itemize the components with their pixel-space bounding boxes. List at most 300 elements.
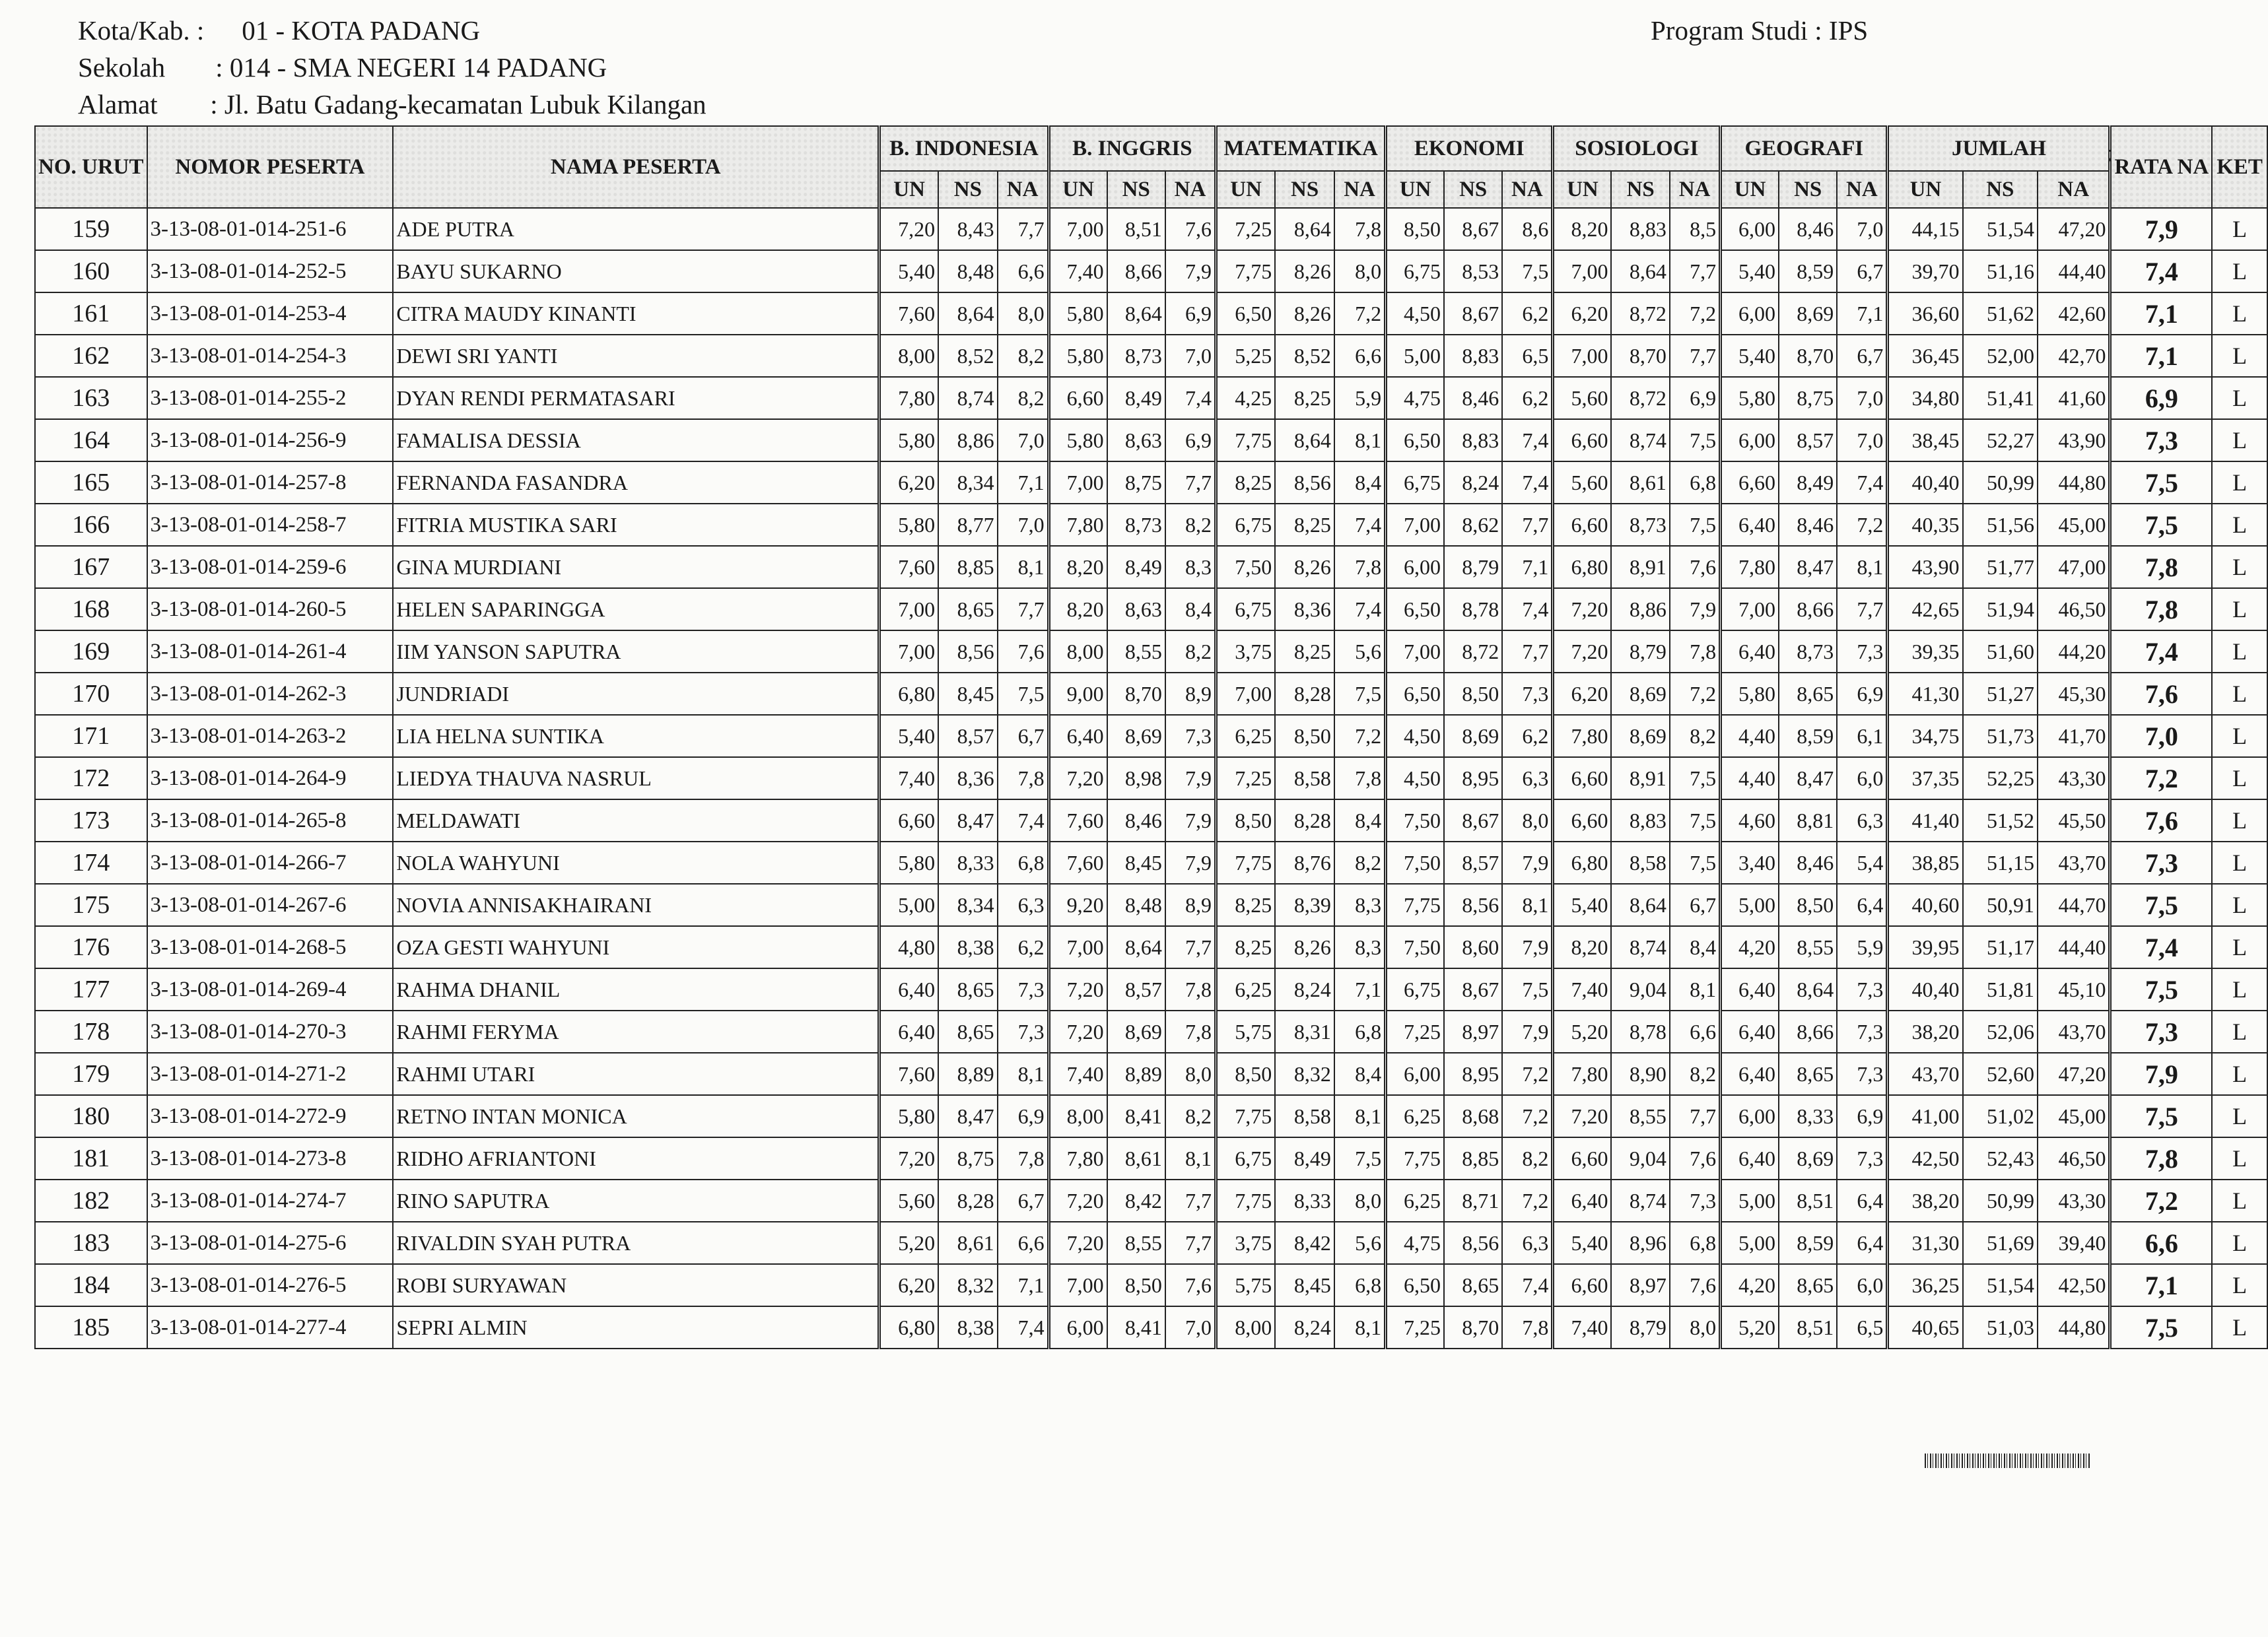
score-cell: 8,49 [1107,546,1165,588]
nama-peserta-cell: DYAN RENDI PERMATASARI [393,377,879,419]
score-cell: 6,9 [1670,377,1721,419]
score-cell: 7,50 [1386,799,1444,842]
score-cell: 6,50 [1386,419,1444,461]
score-cell: 7,1 [1502,546,1553,588]
jumlah-cell: 31,30 [1888,1222,1963,1264]
score-cell: 8,2 [998,377,1049,419]
jumlah-cell: 43,30 [2038,1180,2110,1222]
no-urut-cell: 174 [35,842,147,884]
jumlah-cell: 40,40 [1888,461,1963,504]
score-cell: 8,89 [1107,1053,1165,1095]
score-cell: 6,00 [1721,1095,1779,1137]
jumlah-cell: 43,70 [1888,1053,1963,1095]
no-urut-cell: 184 [35,1264,147,1306]
score-cell: 8,50 [1444,673,1502,715]
jumlah-cell: 40,40 [1888,968,1963,1011]
jumlah-cell: 50,99 [1963,461,2038,504]
score-cell: 6,7 [1837,250,1888,292]
table-row [35,630,2267,673]
score-cell: 7,3 [1502,673,1553,715]
score-cell: 5,4 [1837,842,1888,884]
no-urut-cell: 180 [35,1095,147,1137]
jumlah-cell: 39,95 [1888,926,1963,968]
score-cell: 8,42 [1275,1222,1334,1264]
score-cell: 6,60 [1553,504,1612,546]
score-cell: 7,9 [1165,842,1216,884]
no-urut-cell: 165 [35,461,147,504]
kota-label: Kota/Kab. : [78,15,205,46]
score-cell: 7,4 [1502,588,1553,630]
score-cell: 8,51 [1779,1306,1837,1349]
table-row [35,504,2267,546]
score-cell: 7,80 [879,377,939,419]
score-cell: 7,2 [1502,1053,1553,1095]
nomor-peserta-cell: 3-13-08-01-014-260-5 [147,588,394,630]
jumlah-cell: 46,50 [2038,588,2110,630]
score-cell: 8,74 [1611,926,1669,968]
no-urut-cell: 185 [35,1306,147,1349]
sub-col-na: NA [2038,171,2110,208]
score-cell: 8,79 [1444,546,1502,588]
nomor-peserta-cell: 3-13-08-01-014-273-8 [147,1137,394,1180]
col-nomor-peserta: NOMOR PESERTA [147,126,394,208]
score-cell: 6,50 [1216,292,1276,335]
score-cell: 8,26 [1275,292,1334,335]
score-cell: 6,4 [1837,1180,1888,1222]
alamat-line [78,88,706,120]
nomor-peserta-cell: 3-13-08-01-014-251-6 [147,208,394,250]
sub-col-un: UN [1888,171,1963,208]
score-cell: 8,68 [1444,1095,1502,1137]
rata-na-cell: 6,9 [2110,377,2212,419]
table-row [35,1095,2267,1137]
score-cell: 7,4 [998,799,1049,842]
score-cell: 7,6 [1165,1264,1216,1306]
score-cell: 5,9 [1837,926,1888,968]
score-cell: 5,75 [1216,1011,1276,1053]
nama-peserta-cell: FITRIA MUSTIKA SARI [393,504,879,546]
score-cell: 5,80 [1721,377,1779,419]
score-cell: 5,00 [1721,884,1779,926]
score-cell: 7,0 [1837,377,1888,419]
nomor-peserta-cell: 3-13-08-01-014-254-3 [147,335,394,377]
table-row [35,419,2267,461]
score-cell: 8,65 [1779,1264,1837,1306]
nama-peserta-cell: RIVALDIN SYAH PUTRA [393,1222,879,1264]
score-cell: 7,4 [1502,461,1553,504]
score-cell: 8,34 [938,884,997,926]
score-cell: 8,25 [1275,377,1334,419]
score-cell: 6,6 [998,1222,1049,1264]
score-cell: 7,8 [1165,1011,1216,1053]
score-cell: 8,91 [1611,757,1669,799]
score-cell: 6,60 [1721,461,1779,504]
score-cell: 8,26 [1275,926,1334,968]
jumlah-cell: 51,94 [1963,588,2038,630]
score-cell: 8,1 [1334,1095,1386,1137]
table-row [35,715,2267,757]
score-cell: 7,9 [1165,757,1216,799]
score-cell: 8,72 [1611,292,1669,335]
jumlah-cell: 47,00 [2038,546,2110,588]
score-cell: 9,04 [1611,1137,1669,1180]
score-cell: 8,2 [1165,630,1216,673]
score-cell: 6,40 [1553,1180,1612,1222]
score-cell: 4,40 [1721,757,1779,799]
score-cell: 8,47 [1779,546,1837,588]
ket-cell: L [2212,1264,2267,1306]
score-cell: 6,40 [1721,630,1779,673]
score-cell: 8,69 [1107,715,1165,757]
score-cell: 8,66 [1107,250,1165,292]
score-cell: 6,50 [1386,1264,1444,1306]
ket-cell: L [2212,884,2267,926]
score-cell: 6,40 [879,1011,939,1053]
table-row [35,1137,2267,1180]
score-cell: 6,20 [1553,292,1612,335]
score-cell: 7,20 [1048,1180,1107,1222]
score-cell: 8,45 [1275,1264,1334,1306]
score-cell: 8,49 [1275,1137,1334,1180]
score-cell: 8,52 [1275,335,1334,377]
sub-col-ns: NS [1611,171,1669,208]
ket-cell: L [2212,968,2267,1011]
score-cell: 8,64 [1107,926,1165,968]
no-urut-cell: 159 [35,208,147,250]
jumlah-cell: 44,40 [2038,250,2110,292]
score-cell: 6,7 [998,1180,1049,1222]
score-cell: 7,3 [998,968,1049,1011]
score-cell: 7,7 [1165,461,1216,504]
nama-peserta-cell: FERNANDA FASANDRA [393,461,879,504]
score-cell: 8,64 [1611,884,1669,926]
score-cell: 8,70 [1107,673,1165,715]
nama-peserta-cell: SEPRI ALMIN [393,1306,879,1349]
score-cell: 7,20 [1553,630,1612,673]
rata-na-cell: 7,6 [2110,799,2212,842]
score-cell: 8,51 [1779,1180,1837,1222]
sub-col-un: UN [1721,171,1779,208]
score-cell: 7,3 [1837,1011,1888,1053]
table-row [35,1053,2267,1095]
ket-cell: L [2212,757,2267,799]
sub-col-ns: NS [1963,171,2038,208]
sekolah-line [78,51,607,83]
rata-na-cell: 7,5 [2110,504,2212,546]
score-cell: 7,25 [1216,757,1276,799]
jumlah-cell: 50,99 [1963,1180,2038,1222]
no-urut-cell: 162 [35,335,147,377]
score-cell: 8,86 [938,419,997,461]
sub-col-un: UN [1553,171,1612,208]
score-cell: 6,9 [1837,1095,1888,1137]
jumlah-cell: 45,30 [2038,673,2110,715]
score-cell: 6,40 [1721,1137,1779,1180]
sub-col-un: UN [1386,171,1444,208]
score-cell: 7,00 [1048,1264,1107,1306]
score-cell: 8,20 [1048,546,1107,588]
score-cell: 8,33 [938,842,997,884]
score-cell: 8,6 [1502,208,1553,250]
nomor-peserta-cell: 3-13-08-01-014-267-6 [147,884,394,926]
score-cell: 8,28 [1275,799,1334,842]
score-cell: 8,69 [1444,715,1502,757]
score-cell: 7,9 [1670,588,1721,630]
ket-cell: L [2212,842,2267,884]
score-cell: 9,00 [1048,673,1107,715]
rata-na-cell: 7,1 [2110,335,2212,377]
score-cell: 7,00 [1048,926,1107,968]
score-cell: 6,6 [1670,1011,1721,1053]
score-cell: 8,24 [1275,968,1334,1011]
score-cell: 4,50 [1386,715,1444,757]
score-cell: 6,00 [1386,1053,1444,1095]
score-cell: 7,20 [1553,1095,1612,1137]
nomor-peserta-cell: 3-13-08-01-014-262-3 [147,673,394,715]
score-cell: 7,2 [1670,673,1721,715]
score-cell: 7,5 [1670,504,1721,546]
nama-peserta-cell: RAHMI UTARI [393,1053,879,1095]
score-cell: 7,80 [1721,546,1779,588]
score-cell: 7,60 [879,292,939,335]
score-cell: 7,8 [1334,546,1386,588]
score-cell: 5,80 [879,1095,939,1137]
jumlah-cell: 45,10 [2038,968,2110,1011]
nomor-peserta-cell: 3-13-08-01-014-255-2 [147,377,394,419]
results-body [35,208,2267,1349]
score-cell: 8,48 [938,250,997,292]
score-cell: 4,60 [1721,799,1779,842]
score-cell: 8,66 [1779,588,1837,630]
score-cell: 7,9 [1165,250,1216,292]
score-cell: 7,8 [998,1137,1049,1180]
nomor-peserta-cell: 3-13-08-01-014-277-4 [147,1306,394,1349]
nomor-peserta-cell: 3-13-08-01-014-258-7 [147,504,394,546]
score-cell: 7,4 [1165,377,1216,419]
score-cell: 8,46 [1444,377,1502,419]
ket-cell: L [2212,419,2267,461]
score-cell: 8,4 [1334,1053,1386,1095]
nama-peserta-cell: RAHMI FERYMA [393,1011,879,1053]
score-cell: 4,80 [879,926,939,968]
score-cell: 4,75 [1386,1222,1444,1264]
score-cell: 7,5 [1334,1137,1386,1180]
score-cell: 7,80 [1553,715,1612,757]
jumlah-cell: 51,03 [1963,1306,2038,1349]
jumlah-cell: 51,17 [1963,926,2038,968]
score-cell: 8,62 [1444,504,1502,546]
score-cell: 7,0 [1837,419,1888,461]
score-cell: 8,83 [1611,208,1669,250]
score-cell: 6,7 [1670,884,1721,926]
score-cell: 8,56 [1275,461,1334,504]
col-rata-na: RATA NA [2110,126,2212,208]
score-cell: 8,00 [1048,630,1107,673]
score-cell: 8,77 [938,504,997,546]
no-urut-cell: 170 [35,673,147,715]
kota-value: 01 - KOTA PADANG [242,15,481,46]
score-cell: 5,9 [1334,377,1386,419]
score-cell: 8,41 [1107,1095,1165,1137]
score-cell: 8,34 [938,461,997,504]
score-cell: 6,2 [1502,715,1553,757]
nama-peserta-cell: NOVIA ANNISAKHAIRANI [393,884,879,926]
score-cell: 7,7 [1670,250,1721,292]
score-cell: 6,40 [1721,968,1779,1011]
score-cell: 8,61 [1611,461,1669,504]
score-cell: 8,65 [1779,1053,1837,1095]
jumlah-cell: 50,91 [1963,884,2038,926]
score-cell: 7,2 [1502,1095,1553,1137]
score-cell: 7,8 [1334,757,1386,799]
rata-na-cell: 7,5 [2110,1095,2212,1137]
rata-na-cell: 7,8 [2110,546,2212,588]
score-cell: 8,43 [938,208,997,250]
score-cell: 8,55 [1107,1222,1165,1264]
score-cell: 7,2 [1334,292,1386,335]
nomor-peserta-cell: 3-13-08-01-014-257-8 [147,461,394,504]
rata-na-cell: 7,3 [2110,842,2212,884]
score-cell: 8,1 [1502,884,1553,926]
sub-col-na: NA [998,171,1049,208]
table-row [35,799,2267,842]
score-cell: 7,50 [1386,926,1444,968]
rata-na-cell: 7,4 [2110,250,2212,292]
jumlah-cell: 51,41 [1963,377,2038,419]
nomor-peserta-cell: 3-13-08-01-014-272-9 [147,1095,394,1137]
no-urut-cell: 167 [35,546,147,588]
nomor-peserta-cell: 3-13-08-01-014-268-5 [147,926,394,968]
score-cell: 8,48 [1107,884,1165,926]
score-cell: 8,65 [938,968,997,1011]
table-row [35,968,2267,1011]
score-cell: 8,74 [938,377,997,419]
jumlah-cell: 36,25 [1888,1264,1963,1306]
score-cell: 5,60 [879,1180,939,1222]
sub-col-ns: NS [1444,171,1502,208]
jumlah-cell: 41,30 [1888,673,1963,715]
score-cell: 7,60 [879,546,939,588]
score-cell: 8,75 [938,1137,997,1180]
alamat-value: : Jl. Batu Gadang-kecamatan Lubuk Kilangan [210,89,706,119]
table-row [35,377,2267,419]
score-cell: 7,7 [1165,1180,1216,1222]
score-cell: 8,47 [938,799,997,842]
score-cell: 7,4 [998,1306,1049,1349]
nama-peserta-cell: RETNO INTAN MONICA [393,1095,879,1137]
no-urut-cell: 169 [35,630,147,673]
jumlah-cell: 37,35 [1888,757,1963,799]
score-cell: 8,75 [1779,377,1837,419]
score-cell: 7,20 [1048,1011,1107,1053]
score-cell: 6,25 [1216,968,1276,1011]
score-cell: 6,50 [1386,673,1444,715]
score-cell: 6,60 [1553,1137,1612,1180]
score-cell: 7,4 [1502,419,1553,461]
score-cell: 7,3 [1165,715,1216,757]
score-cell: 8,78 [1611,1011,1669,1053]
score-cell: 7,0 [1837,208,1888,250]
ket-cell: L [2212,1095,2267,1137]
score-cell: 8,46 [1107,799,1165,842]
kota-line [78,15,480,46]
score-cell: 7,4 [1334,504,1386,546]
score-cell: 6,3 [1502,1222,1553,1264]
score-cell: 7,75 [1216,1095,1276,1137]
no-urut-cell: 179 [35,1053,147,1095]
score-cell: 8,32 [938,1264,997,1306]
score-cell: 8,26 [1275,250,1334,292]
score-cell: 8,2 [1334,842,1386,884]
score-cell: 8,2 [998,335,1049,377]
jumlah-cell: 41,00 [1888,1095,1963,1137]
score-cell: 5,60 [1553,377,1612,419]
score-cell: 7,5 [1670,419,1721,461]
score-cell: 7,6 [1165,208,1216,250]
table-row [35,335,2267,377]
subject-header: GEOGRAFI [1721,126,1888,171]
score-cell: 7,25 [1386,1011,1444,1053]
score-cell: 8,5 [1670,208,1721,250]
jumlah-cell: 47,20 [2038,208,2110,250]
score-cell: 7,80 [1553,1053,1612,1095]
table-row [35,673,2267,715]
score-cell: 7,20 [1048,1222,1107,1264]
score-cell: 6,0 [1837,1264,1888,1306]
score-cell: 8,28 [938,1180,997,1222]
table-row [35,250,2267,292]
col-ket: KET [2212,126,2267,208]
score-cell: 6,20 [1553,673,1612,715]
score-cell: 6,7 [998,715,1049,757]
score-cell: 6,6 [998,250,1049,292]
score-cell: 8,1 [998,546,1049,588]
ket-cell: L [2212,1011,2267,1053]
score-cell: 8,64 [1275,419,1334,461]
score-cell: 6,60 [1048,377,1107,419]
score-cell: 7,40 [1553,968,1612,1011]
score-cell: 8,3 [1165,546,1216,588]
score-cell: 8,59 [1779,715,1837,757]
score-cell: 5,40 [1721,335,1779,377]
col-no-urut: NO. URUT [35,126,147,208]
score-cell: 8,69 [1779,292,1837,335]
jumlah-cell: 47,20 [2038,1053,2110,1095]
jumlah-cell: 42,60 [2038,292,2110,335]
score-cell: 3,40 [1721,842,1779,884]
score-cell: 7,20 [1048,757,1107,799]
score-cell: 6,4 [1837,884,1888,926]
rata-na-cell: 7,5 [2110,461,2212,504]
score-cell: 6,00 [1721,208,1779,250]
nama-peserta-cell: RINO SAPUTRA [393,1180,879,1222]
score-cell: 6,9 [1837,673,1888,715]
jumlah-cell: 52,06 [1963,1011,2038,1053]
score-cell: 5,40 [1553,884,1612,926]
ket-cell: L [2212,1306,2267,1349]
rata-na-cell: 6,6 [2110,1222,2212,1264]
score-cell: 5,40 [1553,1222,1612,1264]
score-cell: 7,2 [1502,1180,1553,1222]
score-cell: 6,60 [879,799,939,842]
jumlah-cell: 42,65 [1888,588,1963,630]
score-cell: 6,1 [1837,715,1888,757]
score-cell: 8,25 [1216,461,1276,504]
jumlah-cell: 44,80 [2038,461,2110,504]
no-urut-cell: 171 [35,715,147,757]
rata-na-cell: 7,3 [2110,1011,2212,1053]
jumlah-cell: 44,20 [2038,630,2110,673]
